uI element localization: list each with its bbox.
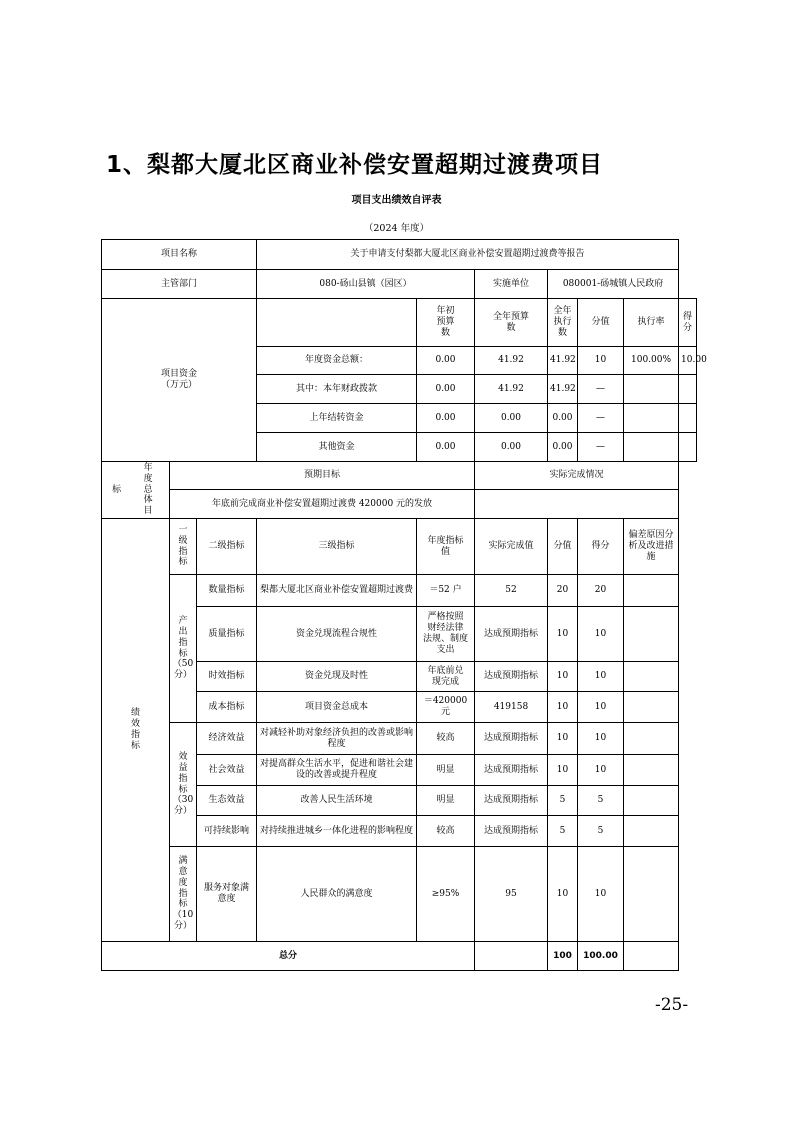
- project-name-label: 项目名称: [102, 240, 257, 270]
- indicator-target: ≥95%: [417, 847, 475, 942]
- expected-goal-text: 年底前完成商业补偿安置超期过渡费 420000 元的发放: [170, 490, 475, 519]
- total-score-value: 100: [548, 942, 578, 971]
- indicator-deviation: [624, 692, 679, 723]
- funds-row-rate: 100.00%: [624, 347, 679, 375]
- funds-header-score-value: 分值: [578, 299, 624, 347]
- funds-header-exec: 全年执行数: [548, 299, 578, 347]
- total-empty-cell: [475, 942, 548, 971]
- indicator-target: 年底前兑 现完成: [417, 662, 475, 692]
- funds-row-exec: 0.00: [548, 404, 578, 433]
- indicator-score-value: 10: [548, 662, 578, 692]
- indicator-deviation: [624, 816, 679, 847]
- funds-header-budget: 全年预算 数: [475, 299, 548, 347]
- funds-section: [102, 299, 707, 462]
- impl-unit-value: 080001-砀城镇人民政府: [548, 270, 679, 299]
- indicator-actual: 达成预期指标: [475, 786, 548, 816]
- indicator-score: 10: [578, 607, 624, 662]
- indicator-target: 明显: [417, 786, 475, 816]
- funds-row-label: 其他资金: [257, 433, 417, 462]
- indicator-actual: 达成预期指标: [475, 662, 548, 692]
- indicator-level2: 生态效益: [197, 786, 257, 816]
- indicator-deviation: [624, 607, 679, 662]
- funds-row-score-value: —: [578, 404, 624, 433]
- indicator-level3: 对持续推进城乡一体化进程的影响程度: [257, 816, 417, 847]
- funds-row-label: 其中：本年财政拨款: [257, 375, 417, 404]
- actual-goal-header: 实际完成情况: [475, 462, 679, 490]
- project-name-value: 关于申请支付梨都大厦北区商业补偿安置超期过渡费等报告: [257, 240, 679, 270]
- indicator-actual: 419158: [475, 692, 548, 723]
- funds-row-budget: 0.00: [475, 404, 548, 433]
- table-title: 项目支出绩效自评表: [351, 195, 442, 206]
- indicator-deviation: [624, 723, 679, 755]
- indicator-deviation: [624, 786, 679, 816]
- page-number: -25-: [655, 995, 689, 1015]
- goals-label: [102, 462, 170, 519]
- indicator-score-value: 10: [548, 755, 578, 786]
- indicator-group-label: 产 出 指 标 （50 分）: [170, 575, 197, 723]
- indicator-deviation: [624, 847, 679, 942]
- indicator-score-value: 5: [548, 786, 578, 816]
- indicator-group-label: 效 益 指 标 （30 分）: [170, 723, 197, 847]
- indicator-actual: 达成预期指标: [475, 723, 548, 755]
- indicator-level3: 资金兑现及时性: [257, 662, 417, 692]
- indicator-score: 5: [578, 786, 624, 816]
- indicator-level3: 资金兑现流程合规性: [257, 607, 417, 662]
- indicator-score-value: 10: [548, 607, 578, 662]
- indicator-score-value: 10: [548, 692, 578, 723]
- indicator-target: ＝52 户: [417, 575, 475, 607]
- indicator-level3: 项目资金总成本: [257, 692, 417, 723]
- indicator-level2: 质量指标: [197, 607, 257, 662]
- funds-header-rate: 执行率: [624, 299, 679, 347]
- indicator-score: 10: [578, 662, 624, 692]
- funds-row-initial: 0.00: [417, 375, 475, 404]
- funds-row-exec: 41.92: [548, 347, 578, 375]
- funds-row-initial: 0.00: [417, 347, 475, 375]
- funds-header-score: 得分: [679, 299, 697, 347]
- funds-row-budget: 41.92: [475, 375, 548, 404]
- indicator-score-value: 10: [548, 847, 578, 942]
- indicator-header-score-value: 分值: [548, 519, 578, 575]
- indicator-actual: 达成预期指标: [475, 816, 548, 847]
- indicator-score: 10: [578, 847, 624, 942]
- indicator-level3: 对减轻补助对象经济负担的改善或影响程度: [257, 723, 417, 755]
- indicator-actual: 达成预期指标: [475, 755, 548, 786]
- indicator-level2: 经济效益: [197, 723, 257, 755]
- indicator-level3: 改善人民生活环境: [257, 786, 417, 816]
- funds-header-initial: 年初 预算 数: [417, 299, 475, 347]
- indicator-header-target: 年度指标 值: [417, 519, 475, 575]
- funds-row-initial: 0.00: [417, 433, 475, 462]
- indicator-score: 10: [578, 692, 624, 723]
- funds-row-rate: [624, 433, 679, 462]
- funds-label: 项目资金 （万元）: [102, 299, 257, 462]
- indicators-label: 绩 效 指 标: [102, 519, 170, 942]
- funds-header-blank: [257, 299, 417, 347]
- dept-label: 主管部门: [102, 270, 257, 299]
- indicator-actual: 95: [475, 847, 548, 942]
- indicator-target: 较高: [417, 816, 475, 847]
- indicator-header-score: 得分: [578, 519, 624, 575]
- indicator-group-label: 满 意 度 指 标 （10 分）: [170, 847, 197, 942]
- indicator-level2: 社会效益: [197, 755, 257, 786]
- funds-row-label: 年度资金总额：: [257, 347, 417, 375]
- indicator-header-level2: 二级指标: [197, 519, 257, 575]
- funds-row-score-value: 10: [578, 347, 624, 375]
- indicator-target: 明显: [417, 755, 475, 786]
- indicator-level2: 时效指标: [197, 662, 257, 692]
- indicator-header-deviation: 偏差原因分 析及改进措 施: [624, 519, 679, 575]
- indicator-target: 较高: [417, 723, 475, 755]
- indicator-header-level3: 三级指标: [257, 519, 417, 575]
- indicator-level3: 梨都大厦北区商业补偿安置超期过渡费: [257, 575, 417, 607]
- indicator-actual: 52: [475, 575, 548, 607]
- impl-unit-label: 实施单位: [475, 270, 548, 299]
- expected-goal-header: 预期目标: [170, 462, 475, 490]
- indicator-score-value: 20: [548, 575, 578, 607]
- total-score: 100.00: [578, 942, 624, 971]
- project-info: [102, 240, 697, 299]
- indicator-score-value: 10: [548, 723, 578, 755]
- funds-row-score: [679, 375, 697, 404]
- indicator-score: 5: [578, 816, 624, 847]
- indicator-target: ＝420000 元: [417, 692, 475, 723]
- goals-label-part2: 标: [112, 484, 122, 495]
- indicator-score: 10: [578, 755, 624, 786]
- total-section: [102, 942, 697, 971]
- indicator-level2: 服务对象满 意度: [197, 847, 257, 942]
- funds-row-rate: [624, 375, 679, 404]
- indicator-deviation: [624, 575, 679, 607]
- funds-row-exec: 0.00: [548, 433, 578, 462]
- dept-value: 080-砀山县镇（园区）: [257, 270, 475, 299]
- funds-row-score: [679, 433, 697, 462]
- table-year: （2024 年度）: [363, 223, 430, 234]
- indicator-header-level1: 一 级 指 标: [170, 519, 197, 575]
- indicator-header-actual: 实际完成值: [475, 519, 548, 575]
- indicator-score-value: 5: [548, 816, 578, 847]
- indicator-level3: 对提高群众生活水平，促进和谐社会建设的改善或提升程度: [257, 755, 417, 786]
- page-heading: 1、梨都大厦北区商业补偿安置超期过渡费项目: [106, 152, 604, 178]
- indicator-score: 20: [578, 575, 624, 607]
- funds-row-score: 10.00: [679, 347, 697, 375]
- indicator-level2: 成本指标: [197, 692, 257, 723]
- indicators-section: [102, 519, 697, 942]
- performance-table: [101, 239, 707, 971]
- funds-row-rate: [624, 404, 679, 433]
- indicator-deviation: [624, 662, 679, 692]
- indicator-actual: 达成预期指标: [475, 607, 548, 662]
- indicator-score: 10: [578, 723, 624, 755]
- funds-row-score-value: —: [578, 375, 624, 404]
- indicator-level3: 人民群众的满意度: [257, 847, 417, 942]
- indicator-target: 严格按照 财经法律 法规、制度 支出: [417, 607, 475, 662]
- total-deviation: [624, 942, 679, 971]
- indicator-level2: 数量指标: [197, 575, 257, 607]
- indicator-deviation: [624, 755, 679, 786]
- goals-section: [102, 462, 697, 519]
- total-label: 总分: [102, 942, 475, 971]
- indicator-level2: 可持续影响: [197, 816, 257, 847]
- funds-row-label: 上年结转资金: [257, 404, 417, 433]
- funds-row-budget: 0.00: [475, 433, 548, 462]
- actual-goal-text: [475, 490, 679, 519]
- funds-row-initial: 0.00: [417, 404, 475, 433]
- goals-label-part1: 年 度 总 体 目: [143, 463, 153, 517]
- funds-row-score: [679, 404, 697, 433]
- funds-row-budget: 41.92: [475, 347, 548, 375]
- funds-row-exec: 41.92: [548, 375, 578, 404]
- funds-row-score-value: —: [578, 433, 624, 462]
